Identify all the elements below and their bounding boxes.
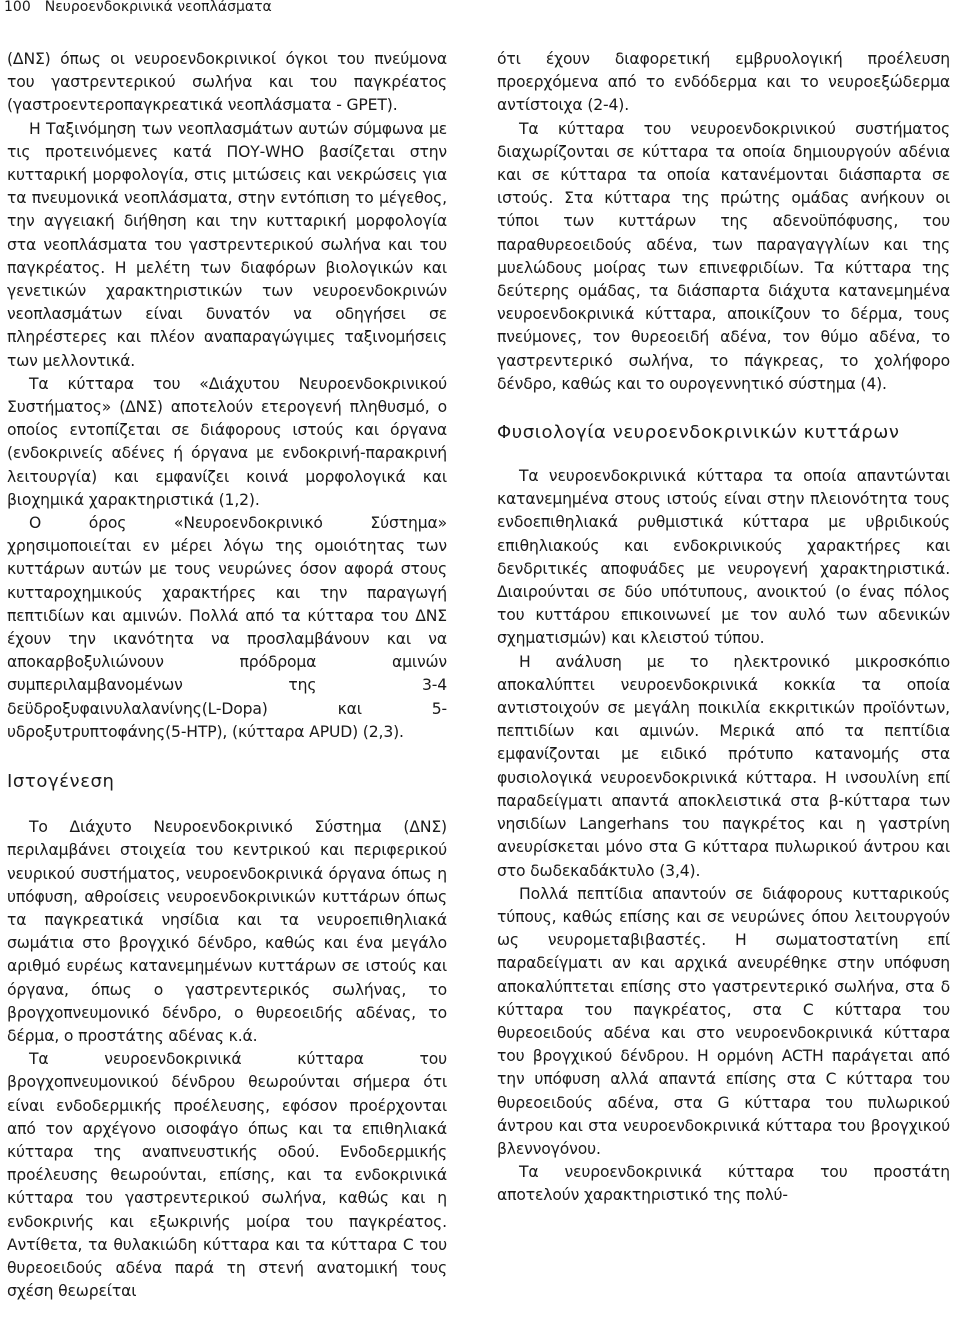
paragraph: Τα κύτταρα του «Διάχυτου Νευροενδοκρινικού Συστήματος» (ΔΝΣ) αποτελούν ετερογενή πληθυσμό, ο οποίος εντοπίζεται σε διάφορους ιστούς και όργανα (ενδοκρινείς αδένες ή όργανα με ενδοκρινή-παρακρινή λειτουργία) και εμφανίζει κοινά μορφολογικά και βιοχημικά χαρακτηριστικά (1,2).: [7, 374, 447, 509]
running-header: [4, 0, 272, 14]
paragraph: Η ανάλυση με το ηλεκτρονικό μικροσκόπιο αποκαλύπτει νευροενδοκρινικά κοκκία τα οποία αντιστοιχούν σε μεγάλη ποικιλία εκκριτικών προϊόντων, πεπτιδίων και αμινών. Μερικά από τα πεπτίδια εμφανίζονται με ειδικό πρότυπο κατανομής στα φυσιολογικά νευροενδοκρινικά κύτταρα. Η ινσουλίνη επί παραδείγματι απαντά αποκλειστικά στα β-κύτταρα των νησιδίων Langerhans του παγκρέτος και η γαστρίνη ανευρίσκεται μόνο στα G κύτταρα πυλωρικού άντρου και στο δωδεκαδάκτυλο (3,4).: [497, 652, 950, 880]
section-heading-physiology: Φυσιολογία νευροενδοκρινικών κυττάρων: [497, 422, 900, 444]
paragraph: Τα κύτταρα του νευροενδοκρινικού συστήματος διαχωρίζονται σε κύτταρα τα οποία δημιουργούν αδένια και σε κύτταρα τα οποία κατανέμονται διάσπαρτα σε ιστούς. Στα κύτταρα της πρώτης ομάδας ανήκουν οι τύποι των κυττάρων της αδενοϋπόφυσης, του παραθυρεοειδούς αδένα, των παραγαγγλίων και της μυελώδους μοίρας των επινεφριδίων. Τα κύτταρα της δεύτερης ομάδας, τα διάσπαρτα διάχυτα κατανεμημένα νευροενδοκρινικά κύτταρα, αποικίζουν το δέρμα, τους πνεύμονες, τον θυρεοειδή αδένα, τον θύμο αδένα, το γαστρεντερικό σωλήνα, το πάγκρεας, το χολήφορο δένδρο, καθώς και το ουρογεννητικό σύστημα (4).: [497, 119, 950, 393]
paragraph: Πολλά πεπτίδια απαντούν σε διάφορους κυτταρικούς τύπους, καθώς επίσης και σε νευρώνες όπου λειτουργούν ως νευρομεταβιβαστές. Η σωματοστατίνη επί παραδείγματι αν και αρχικά ανευρέθηκε στην υπόφυση αποκαλύπτεται επίσης στο γαστρεντερικό σωλήνα, στα δ κύτταρα του παγκρέατος, στα C κύτταρα του θυρεοειδούς αδένα και στο νευροενδοκρινικά κύτταρα του βρογχικού δένδρου. Η ορμόνη ACTH παράγεται από την υπόφυση αλλά απαντά επίσης στα C κύτταρα του θυρεοειδούς αδένα, στα G κύτταρα του πυλωρικού άντρου και στα νευροενδοκρινικά κύτταρα του βρογχικού βλεννογόνου.: [497, 884, 950, 1158]
page-number: 100: [4, 0, 31, 15]
paragraph: Η Ταξινόμηση των νεοπλασμάτων αυτών σύμφωνα με τις προτεινόμενες κατά ΠΟΥ-WHO βασίζεται στην κυτταρική μορφολογία, στις μιτώσεις και νεκρώσεις για τα πνευμονικά νεοπλάσματα, στην εντόπιση το μέγεθος, την αγγειακή διήθηση και την κυτταρική μορφολογία στα νεοπλάσματα του γαστρεντερικού σωλήνα και του παγκρέατος. Η μελέτη των διαφόρων βιολογικών και γενετικών χαρακτηριστικών των νευροενδοκρινών νεοπλασμάτων είναι δυνατόν να οδηγήσει σε πληρέστερες και πλέον αναπαραγώγιμες ταξινομήσεις των μελλοντικά.: [7, 119, 447, 370]
right-column: [497, 48, 950, 1208]
paragraph: Τα νευροενδοκρινικά κύτταρα τα οποία απαντώνται κατανεμημένα στους ιστούς είναι στην πλειονότητα τους ενδοεπιθηλιακά ρυθμιστικά κύτταρα με υβριδικούς επιθηλιακούς και ενδοκρινικούς χαρακτήρες και δενδριτικές αποφυάδες με νευρογενή χαρακτηριστικά. Διαιρούνται σε δύο υπότυπους, ανοικτού (ο ένας πόλος του κυττάρου επικοινωνεί με τον αυλό των αδενικών σχηματισμών) και κλειστού τύπου.: [497, 467, 950, 648]
paragraph: Το Διάχυτο Νευροενδοκρινικό Σύστημα (ΔΝΣ) περιλαμβάνει στοιχεία του κεντρικού και περιφερικού νευρικού συστήματος, νευροενδοκρινικά όργανα όπως η υπόφυση, αθροίσεις νευροενδοκρινικών κυττάρων όπως τα παγκρεατικά νησίδια και τα νευροεπιθηλιακά σωμάτια στο βρογχικό δένδρο, καθώς και ένα μεγάλο αριθμό ευρέως κατανεμημένων κυττάρων σε ιστούς και όργανα, όπως ο γαστρεντερικός σωλήνας, το βρογχοπνευμονικό δένδρο, ο θυρεοειδής αδένας, το δέρμα, ο προστάτης αδένας κ.ά.: [7, 818, 447, 1045]
paragraph: Ο όρος «Νευροενδοκρινικό Σύστημα» χρησιμοποιείται εν μέρει λόγω της ομοιότητας των κυττάρων αυτών με τους νευρώνες όσον αφορά στους κυτταροχημικούς χαρακτήρες και την παραγωγή πεπτιδίων και αμινών. Πολλά από τα κύτταρα του ΔΝΣ έχουν την ικανότητα να προσλαμβάνουν και να αποκαρβοξυλιώνουν πρόδρομα αμινών συμπεριλαμβανομένων της 3-4 δεϋδροξυφαινυλαλανίνης(L-Dopa) και 5-υδροξυτρυπτοφάνης(5-HTP), (κύτταρα APUD) (2,3).: [7, 514, 447, 741]
section-heading-histogenesis: Ιστογένεση: [7, 771, 115, 793]
paragraph: Τα νευροενδοκρινικά κύτταρα του βρογχοπνευμονικού δένδρου θεωρούνται σήμερα ότι είναι ενδοδερμικής προέλευσης, εφόσον προέρχονται από τον αρχέγονο οισοφάγο όπως και τα επιθηλιακά κύτταρα της αναπνευστικής οδού. Ενδοδερμικής προέλευσης θεωρούνται, επίσης, και τα ενδοκρινικά κύτταρα του γαστρεντερικού σωλήνα, καθώς και η ενδοκρινής και εξωκρινής μοίρα του παγκρέατος. Αντίθετα, τα θυλακιώδη κύτταρα και τα κύτταρα C του θυρεοειδούς αδένα παρά τη στενή ανατομική τους σχέση θεωρείται: [7, 1050, 447, 1301]
left-column: [7, 48, 447, 1303]
paragraph: ότι έχουν διαφορετική εμβρυολογική προέλευση προερχόμενα από το ενδόδερμα και το νευροεξώδερμα αντίστοιχα (2-4).: [497, 50, 950, 115]
paragraph: (ΔΝΣ) όπως οι νευροενδοκρινικοί όγκοι του πνεύμονα του γαστρεντερικού σωλήνα και του παγκρέατος (γαστροεντεροπαγκρεατικά νεοπλάσματα - GPET).: [7, 50, 447, 115]
paragraph: Τα νευροενδοκρινικά κύτταρα του προστάτη αποτελούν χαρακτηριστικό της πολύ-: [497, 1163, 950, 1205]
running-title: Νευροενδοκρινικά νεοπλάσματα: [44, 0, 272, 15]
